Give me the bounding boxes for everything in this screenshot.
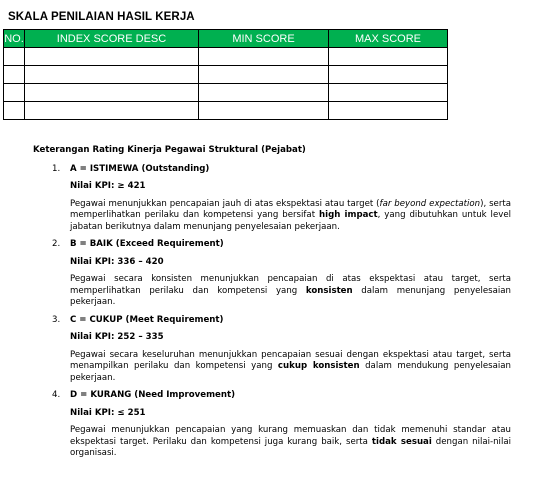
- desc-text: , yang dibutuhkan untuk level jabatan berikutnya dalam menunjang penyelesaian pekerjaan.: [70, 210, 511, 232]
- page-title: SKALA PENILAIAN HASIL KERJA: [8, 11, 195, 23]
- rating-item-c: [33, 315, 511, 385]
- table-cell[interactable]: [199, 48, 329, 66]
- table-row: [4, 48, 448, 66]
- kpi-range: Nilai KPI: ≤ 251: [70, 407, 146, 418]
- table-cell[interactable]: [4, 48, 25, 66]
- column-header-min-score: MIN SCORE: [199, 30, 329, 48]
- rating-label: C = CUKUP (Meet Requirement): [70, 314, 224, 325]
- rating-description: [70, 274, 511, 309]
- rating-label: D = KURANG (Need Improvement): [70, 390, 236, 400]
- rating-notes: [33, 145, 511, 460]
- rating-description: [70, 350, 511, 385]
- table-cell[interactable]: [25, 102, 199, 120]
- desc-text: dengan nilai-nilai organisasi.: [70, 436, 511, 458]
- table-cell[interactable]: [329, 102, 448, 120]
- desc-bold: konsisten: [305, 285, 353, 296]
- desc-text: Pegawai menunjukkan pencapaian jauh di atas ekspektasi atau target (: [70, 198, 380, 209]
- table-cell[interactable]: [199, 102, 329, 120]
- table-cell[interactable]: [25, 66, 199, 84]
- desc-bold: cukup konsisten: [277, 361, 360, 371]
- kpi-range: Nilai KPI: ≥ 421: [70, 181, 146, 191]
- table-header-row: [4, 30, 448, 48]
- desc-bold: tidak sesuai: [371, 436, 432, 447]
- table-cell[interactable]: [4, 84, 25, 102]
- rating-item-a: [33, 164, 511, 234]
- score-scale-table: [3, 29, 448, 120]
- item-number: 3.: [52, 314, 61, 325]
- rating-item-d: [33, 390, 511, 460]
- table-cell[interactable]: [329, 84, 448, 102]
- rating-description: [70, 199, 511, 234]
- table-cell[interactable]: [329, 48, 448, 66]
- table-cell[interactable]: [199, 66, 329, 84]
- table-cell[interactable]: [25, 48, 199, 66]
- item-number: 2.: [52, 239, 61, 249]
- table-cell[interactable]: [199, 84, 329, 102]
- table-row: [4, 102, 448, 120]
- desc-text: dalam mendukung penyelesaian pekerjaan.: [70, 361, 511, 383]
- desc-text: dalam menunjang penyelesaian pekerjaan.: [70, 285, 511, 307]
- rating-description: [70, 425, 511, 460]
- table-cell[interactable]: [25, 84, 199, 102]
- table-cell[interactable]: [4, 66, 25, 84]
- desc-italic: far beyond expectation: [379, 198, 481, 209]
- rating-label: B = BAIK (Exceed Requirement): [70, 239, 224, 249]
- item-number: 4.: [52, 390, 61, 400]
- table-cell[interactable]: [329, 66, 448, 84]
- kpi-range: Nilai KPI: 336 – 420: [70, 256, 164, 267]
- notes-heading: Keterangan Rating Kinerja Pegawai Struktural (Pejabat): [33, 145, 306, 155]
- desc-text: Pegawai secara keseluruhan menunjukkan pencapaian sesuai dengan ekspektasi atau target, serta menampilkan perilaku dan kompetensi yang: [70, 349, 511, 371]
- desc-text: ), serta memperlihatkan perilaku dan kompetensi yang bersifat: [70, 198, 512, 220]
- desc-text: Pegawai menunjukkan pencapaian yang kurang memuaskan dan tidak memenuhi standar atau ekspektasi target. Perilaku dan kompetensi juga kurang baik, serta: [70, 425, 511, 447]
- column-header-max-score: MAX SCORE: [329, 30, 448, 48]
- kpi-range: Nilai KPI: 252 – 335: [70, 332, 164, 342]
- table-cell[interactable]: [4, 102, 25, 120]
- column-header-no: NO.: [4, 30, 25, 48]
- column-header-index-score-desc: INDEX SCORE DESC: [25, 30, 199, 48]
- rating-label: A = ISTIMEWA (Outstanding): [70, 163, 210, 174]
- rating-item-b: [33, 239, 511, 309]
- desc-text: Pegawai secara konsisten menunjukkan pencapaian di atas ekspektasi atau target, serta memperlihatkan perilaku dan kompetensi yang: [70, 274, 511, 296]
- table-row: [4, 66, 448, 84]
- table-row: [4, 84, 448, 102]
- item-number: 1.: [52, 163, 61, 174]
- desc-bold: high impact: [319, 210, 378, 220]
